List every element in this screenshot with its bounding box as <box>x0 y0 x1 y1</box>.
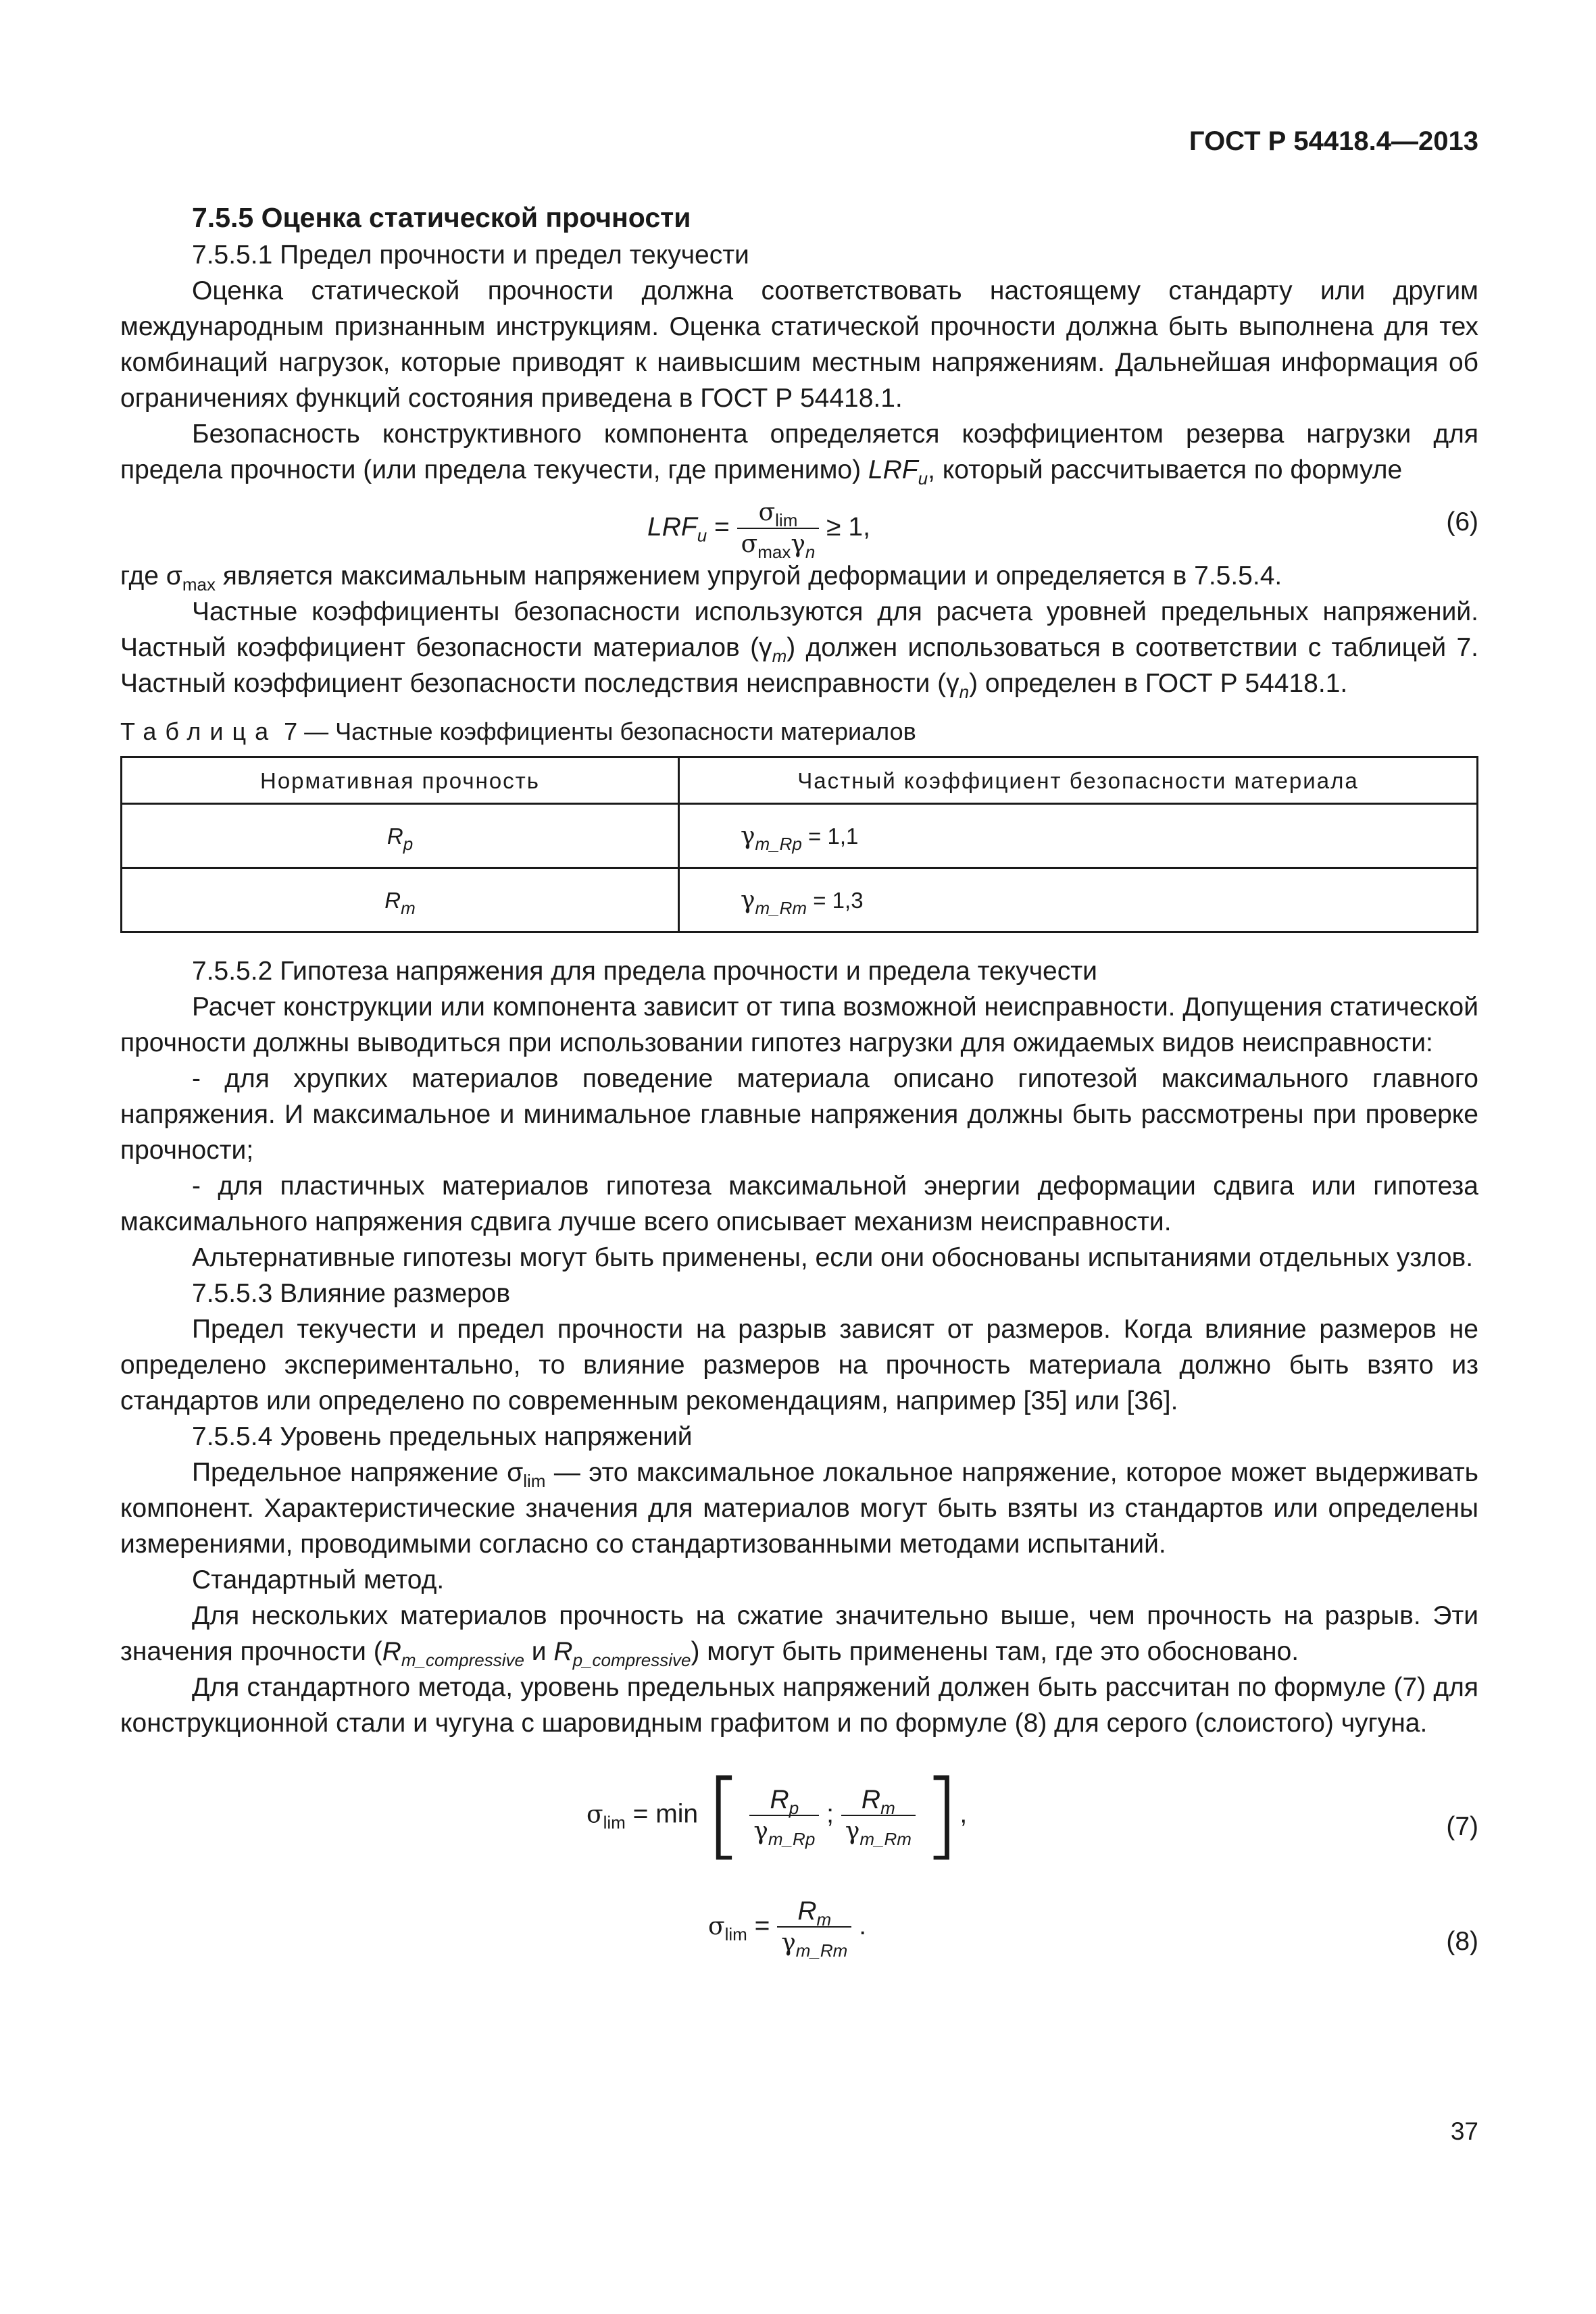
page-number: 37 <box>1450 2117 1478 2145</box>
paragraph: Для нескольких материалов прочность на сжатие значительно выше, чем прочность на разрыв. Эти значения прочности ($R_{m\_compressive}$ и $R_{p\_compressive}$) могут быть применены там, где это обосновано. <box>120 1601 1478 1670</box>
table-caption: Таблица 7 — Частные коэффициенты безопасности материалов <box>120 718 916 745</box>
formula-8: $\sigma_{lim}$ = $\frac{R_m}{\gamma_{m\_Rm}}$ . (8) <box>708 1896 1478 1961</box>
paragraph: Расчет конструкции или компонента зависит от типа возможной неисправности. Допущения статической прочности должны выводиться при использовании гипотез нагрузки для ожидаемых видов неисправности: <box>120 992 1478 1057</box>
formula-number: (8) <box>1446 1927 1478 1956</box>
paragraph: где $\sigma_{max}$ является максимальным напряжением упругой деформации и определяется в 7.5.5.4. <box>120 561 1282 595</box>
formula-number: (7) <box>1446 1812 1478 1841</box>
table-row: $R_p$ $\gamma_{m\_Rp} = 1,1$ <box>122 804 1478 868</box>
paragraph: Оценка статической прочности должна соответствовать настоящему стандарту или другим международным признанным инструкциям. Оценка статической прочности должна быть выполнена для тех комбинаций нагрузок, которые приводят к наивысшим местным напряжениям. Дальнейшая информация об ограничениях функций состояния приведена в ГОСТ Р 54418.1. <box>120 276 1478 413</box>
paragraph: Частные коэффициенты безопасности используются для расчета уровней предельных напряжений. Частный коэффициент безопасности материалов $(\gamma_m)$ должен использоваться в соответствии с таблицей 7. Частный коэффициент безопасности последствия неисправности $(\gamma_n)$ определен в ГОСТ Р 54418.1. <box>120 597 1478 702</box>
paragraph: Предел текучести и предел прочности на разрыв зависят от размеров. Когда влияние размеров не определено экспериментально, то влияние размеров на прочность материала должно быть взято из стандартов или определено по современным рекомендациям, например [35] или [36]. <box>120 1315 1478 1415</box>
subsection-title-7-5-5-2: 7.5.5.2 Гипотеза напряжения для предела прочности и предела текучести <box>192 957 1097 986</box>
paragraph: Стандартный метод. <box>192 1565 445 1594</box>
paragraph: Предельное напряжение $\sigma_{lim}$ — это максимальное локальное напряжение, которое может выдерживать компонент. Характеристические значения для материалов могут быть взяты из стандартов или определены измерениями, проводимыми согласно со стандартизованными методами испытаний. <box>120 1458 1479 1559</box>
table-header: Частный коэффициент безопасности материала <box>679 757 1478 804</box>
subsection-title-7-5-5-3: 7.5.5.3 Влияние размеров <box>192 1279 511 1308</box>
formula-number: (6) <box>1446 507 1478 536</box>
table-row: $R_m$ $\gamma_{m\_Rm} = 1,3$ <box>122 868 1478 932</box>
subsection-title-7-5-5-1: 7.5.5.1 Предел прочности и предел текучести <box>192 241 749 270</box>
paragraph: Для стандартного метода, уровень предельных напряжений должен быть рассчитан по формуле (7) для конструкционной стали и чугуна с шаровидным графитом и по формуле (8) для серого (слоистого) чугуна. <box>120 1673 1478 1738</box>
document-body <box>120 200 1478 1984</box>
list-item: - для пластичных материалов гипотеза максимальной энергии деформации сдвига или гипотеза максимального напряжения сдвига лучше всего описывает механизм неисправности. <box>120 1172 1478 1236</box>
table-7 <box>120 756 1478 933</box>
subsection-title-7-5-5-4: 7.5.5.4 Уровень предельных напряжений <box>192 1422 693 1451</box>
table-header: Нормативная прочность <box>122 757 679 804</box>
paragraph: Альтернативные гипотезы могут быть применены, если они обоснованы испытаниями отдельных узлов. <box>192 1243 1474 1272</box>
section-title: 7.5.5 Оценка статической прочности <box>192 202 691 233</box>
list-item: - для хрупких материалов поведение материала описано гипотезой максимального главного напряжения. И максимальное и минимальное главные напряжения должны быть рассмотрены при проверке прочности; <box>120 1064 1478 1165</box>
formula-7: $\sigma_{lim} = \min$ [ $\frac{R_p}{\gamma_{m\_Rp}}$ ; $\frac{R_m}{\gamma_{m\_Rm}}$ ], (7) <box>587 1760 1478 1870</box>
standard-header: ГОСТ Р 54418.4—2013 <box>1189 126 1478 156</box>
formula-6: $LRF_u$ = $\frac{\sigma_{lim}}{\sigma_{max}\gamma_n}$ ≥ 1, (6) <box>647 499 1478 562</box>
document-page <box>120 0 1478 2314</box>
paragraph: Безопасность конструктивного компонента определяется коэффициентом резерва нагрузки для предела прочности (или предела текучести, где применимо) $LRF_u$, который рассчитывается по формуле <box>120 420 1478 488</box>
